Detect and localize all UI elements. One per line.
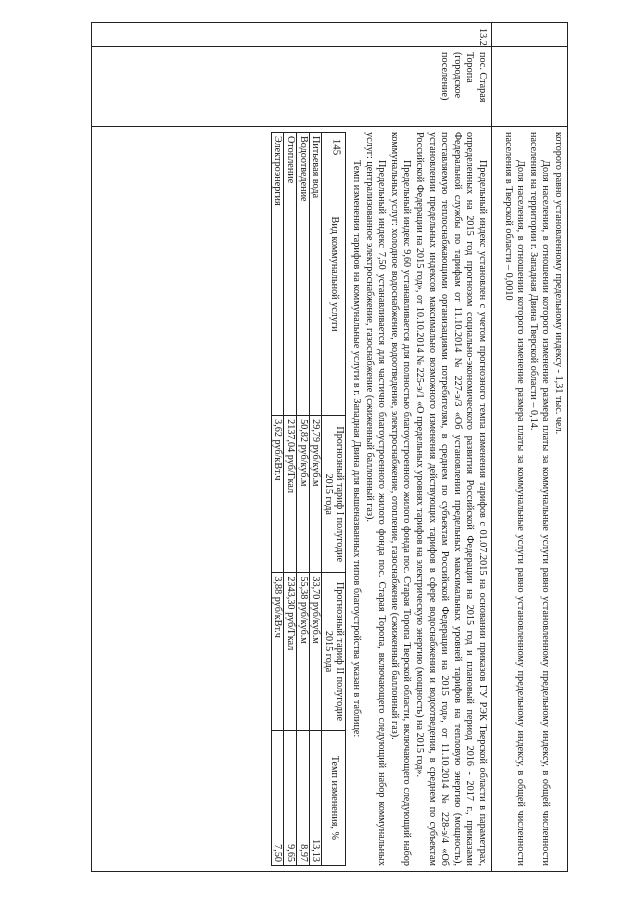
column-header: Прогнозный тариф I полугодие 2015 года [322,416,346,573]
tariff-h2-cell: 33,70 руб/куб.м [309,573,322,730]
tariff-row [284,133,297,866]
tariff-row [309,133,322,866]
paragraph: Доля населения, в отношении которого изменение размера платы за коммунальные услуги равно установленному предельному индексу, в общей численности населения в Тверской области – 0,0010 [502,132,527,866]
table-row-13-2 [92,23,492,872]
description-cell [92,127,492,872]
table-row-continuation [492,23,568,872]
municipality-table [91,22,568,872]
paragraph: Предельный индекс 7,50 устанавливается для частично благоустроенного жилого фонда пос. Старая Торопа, включающего следующий набор коммунальных услуг: централизованное электроснабжение, газоснабжение (сжиженный баллонный газ). [363,132,388,866]
tariff-row [271,133,284,866]
settlement-name-cell [492,47,568,127]
paragraph: Предельный индекс установлен с учетом прогнозного темпа изменения тарифов с 01.07.2015 на основании приказов ГУ РЭК Тверской области в параметрах, определенных на 2015 год прогнозом социально-экономического развития Российской Федерации на 2015 год и плановый период 2016 - 2017 г., приказами Федеральной службы по тарифам от 11.10.2014 № 227-э/3 «Об установлении предельных максимальных уровней тарифов на тепловую энергию (мощность), поставляемую теплоснабжающими организациями потребителям, в среднем по субъектам Российской Федерации на 2015 год», от 11.10.2014 № 228-э/4 «Об установлении предельных индексов максимально возможного изменения действующих тарифов в сфере водоснабжения и водоотведения, в среднем по субъектам Российской Федерации на 2015 год», от 10.10.2014 № 225-э/1 «О предельных уровнях тарифов на электрическую энергию (мощность) на 2015 год». [414,132,488,866]
paragraph: Предельный индекс 9,60 устанавливается для полностью благоустроенного жилого фонда пос. Старая Торопа Тверской области, включающего следующий набор коммунальных услуг: холодное водоснабжение, водоотведение, электроснабжение, отопление, газоснабжение (сжиженный баллонный газ). [388,132,413,866]
service-cell: Водоотведение [297,133,310,416]
column-header: Прогнозный тариф II полугодие 2015 года [322,573,346,730]
service-cell: Питьевая вода [309,133,322,416]
tariff-table-header [322,133,346,866]
tariff-table [271,132,347,866]
change-rate-cell: 8,97 [297,730,310,865]
column-header: Вид коммунальной услуги [322,133,346,416]
column-header: Темп изменения, % [322,730,346,865]
paragraph: Темп изменения тарифов на коммунальные услуги в г. Западная Двина для вышеназванных типов благоустройства указан в таблице: [351,160,363,738]
change-rate-cell: 9,65 [284,730,297,865]
settlement-name-cell: пос. Старая Торопа (городское поселение) [92,47,492,127]
tariff-h2-cell: 3,88 руб/кВт.ч [271,573,284,730]
tariff-h2-cell: 2343,30 руб/Гкал [284,573,297,730]
change-rate-cell: 13,13 [309,730,322,865]
paragraph: которого равно установленному предельному индексу - 1,31 тыс. чел. [553,132,564,435]
service-cell: Электроэнергия [271,133,284,416]
change-rate-cell: 7,50 [271,730,284,865]
page-number: 145 [330,138,343,156]
tariff-h1-cell: 50,82 руб/куб.м [297,416,310,573]
row-number-cell [492,23,568,47]
tariff-h1-cell: 3,62 руб/кВт.ч [271,416,284,573]
tariff-h1-cell: 2137,04 руб/Гкал [284,416,297,573]
description-cell [492,127,568,872]
paragraph: Доля населения, в отношении которого изменение размера платы за коммунальные услуги равно установленному предельному индексу, в общей численности населения на территории г. Западная Двина Тверской области – 0,14. [527,132,552,866]
tariff-h2-cell: 55,38 руб/куб.м [297,573,310,730]
tariff-h1-cell: 29,79 руб/куб.м [309,416,322,573]
tariff-row [297,133,310,866]
row-number-cell: 13.2 [92,23,492,47]
rotated-page-content [91,22,568,872]
service-cell: Отопление [284,133,297,416]
